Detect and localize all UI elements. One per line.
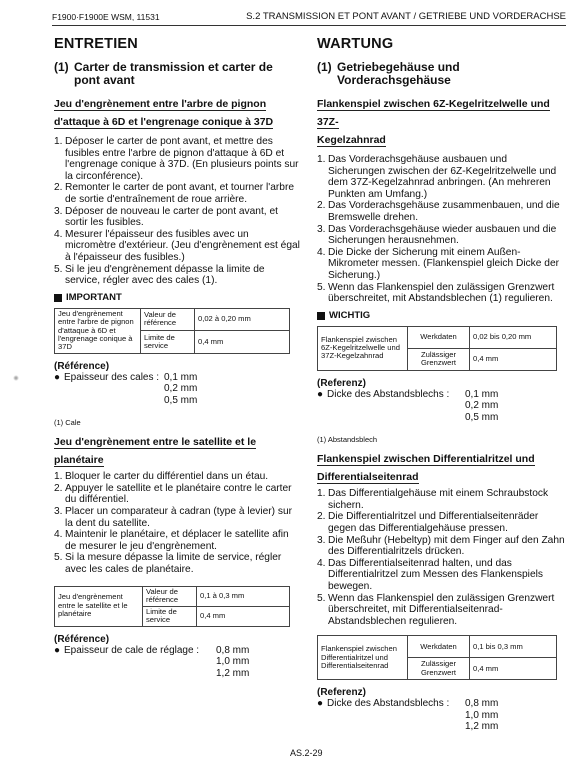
reference-label: Epaisseur des cales : [64,371,160,383]
spec-ref-value: 0,02 à 0,20 mm [195,308,290,331]
spec-item: Flankenspiel zwischen Differentialritzel und Differentialseitenrad [318,636,408,680]
column-french [54,36,302,679]
reference-value: 0,5 mm [164,394,198,406]
list-item: 2. Die Differentialritzel und Differentialseitenräder gegen das Differentialgehäuse pressen. [317,511,539,534]
reference-values [465,389,498,424]
reference-value: 0,5 mm [465,411,499,423]
steps-list-de-2 [317,488,567,627]
reference-value: 0,1 mm [465,388,499,400]
reference-value: 0,2 mm [164,383,198,395]
list-item: 2. Remonter le carter de pont avant, et tourner l'arbre de sortie d'entraînement de roue arrière. [54,182,295,205]
list-item: 3. Déposer de nouveau le carter de pont avant, et sortir les fusibles. [54,205,278,229]
important-text: IMPORTANT [66,292,122,304]
spec-ref-value: 0,1 bis 0,3 mm [470,636,557,658]
spec-limit-label: Limite de service [141,331,195,354]
reference-row [317,698,567,733]
spec-limit-value: 0,4 mm [195,331,290,354]
reference-label: Dicke des Abstandsblechs : [327,698,450,710]
title-wartung: WARTUNG [317,36,394,52]
table-row [318,636,557,658]
header-model: F1900·F1900E WSM, 11531 [52,12,160,22]
steps-list-de-1 [317,154,567,305]
title-entretien: ENTRETIEN [54,36,138,52]
spec-table-de-1 [317,326,557,371]
spec-ref-label: Werkdaten [408,636,470,658]
reference-label: Epaisseur de cale de réglage : [64,644,200,656]
subsection-heading-fr-1 [54,95,302,131]
binding-hole-mark [8,370,24,386]
reference-value: 0,1 mm [164,371,198,383]
table-row [55,586,290,606]
list-item: 5. Si la mesure dépasse la limite de service, régler avec les cales de planétaire. [54,552,282,575]
spec-limit-label: Zulässiger Grenzwert [408,658,470,680]
subsection-heading-de-1 [317,95,567,149]
subsection-heading-fr-2 [54,433,302,469]
wichtig-text: WICHTIG [329,310,371,322]
list-item: 4. Mesurer l'épaisseur des fusibles avec un micromètre d'extérieur. (Jeu d'engrènement est égal à l'épaisseur des fusibles.) [54,228,300,263]
spec-ref-label: Werkdaten [408,326,470,348]
bullet-icon: ● [317,698,324,710]
warning-square-icon [54,294,62,302]
spec-table-de-2 [317,635,557,680]
reference-row [54,372,302,407]
footnote: (1) Cale [54,418,81,428]
reference-value: 1,2 mm [216,667,250,679]
spec-table-fr-2 [54,586,290,627]
list-item: 5. Wenn das Flankenspiel den zulässigen Grenzwert überschreitet, mit Differentialseitenrad-Abstandsblechen regulieren. [317,592,555,627]
footnote: (1) Abstandsblech [317,435,378,445]
subsection-heading-de-2 [317,450,567,486]
section-heading-de [317,61,567,87]
steps-list-fr-2 [54,471,302,575]
subsection-line-1: Jeu d'engrènement entre l'arbre de pignon [54,98,267,110]
list-item: 1. Das Differentialgehäuse mit einem Schraubstock sichern. [317,488,549,511]
list-item: 1. Déposer le carter de pont avant, et mettre des fusibles entre l'arbre de pignon d'attaque à 6D et l'engrenage conique à 37D. (En plusieurs points sur la circonférence). [54,136,299,182]
spec-ref-label: Valeur de référence [143,586,197,606]
reference-value: 1,0 mm [465,709,499,721]
column-german [317,36,567,733]
reference-row [317,389,567,424]
section-heading-fr [54,61,302,87]
spec-limit-value: 0,4 mm [197,606,290,626]
reference-value: 0,8 mm [216,644,250,656]
spec-item: Flankenspiel zwischen 6Z-Kegelritzelwelle und 37Z-Kegelzahnrad [318,326,408,370]
subsection-line-2: d'attaque à 6D et l'engrenage conique à 37D [54,116,274,128]
list-item: 3. Placer un comparateur à cadran (type à levier) sur la dent du satellite. [54,506,293,529]
reference-title: (Référence) [54,633,110,645]
reference-title: (Referenz) [317,687,366,699]
page-header [52,10,566,26]
section-title: Carter de transmission et carter de pont avant [74,60,273,87]
reference-title: (Referenz) [317,377,366,389]
subsection-line-1: Jeu d'engrènement entre le satellite et le planétaire [54,436,257,467]
list-item: 1. Bloquer le carter du différentiel dans un étau. [54,471,269,483]
list-item: 5. Si le jeu d'engrènement dépasse la limite de service, régler avec des cales (1). [54,263,265,287]
list-item: 4. Maintenir le planétaire, et déplacer le satellite afin de mesurer le jeu d'engrènement. [54,529,289,552]
important-label [54,292,302,304]
spec-item: Jeu d'engrènement entre l'arbre de pignon d'attaque à 6D et l'engrenage conique à 37D [55,308,141,353]
spec-limit-label: Zulässiger Grenzwert [408,348,470,370]
section-number: (1) [54,60,69,74]
subsection-line-2: Differentialseitenrad [317,471,419,484]
table-row [55,308,290,331]
section-number: (1) [317,60,332,74]
reference-values [216,645,249,680]
reference-value: 1,2 mm [465,721,499,733]
list-item: 4. Die Dicke der Sicherung mit einem Außen-Mikrometer messen. (Flankenspiel gleich Dicke der Sicherung.) [317,246,559,281]
reference-title: (Référence) [54,360,110,372]
warning-square-icon [317,312,325,320]
reference-value: 1,0 mm [216,656,250,668]
spec-limit-value: 0,4 mm [470,348,557,370]
section-title: Getriebegehäuse und Vorderachsgehäuse [337,60,460,87]
header-section: S.2 TRANSMISSION ET PONT AVANT / GETRIEBE UND VORDERACHSE [246,11,566,22]
list-item: 5. Wenn das Flankenspiel den zulässigen Grenzwert überschreitet, mit Abstandsblechen (1) regulieren. [317,281,555,305]
spec-limit-value: 0,4 mm [470,658,557,680]
bullet-icon: ● [317,388,324,400]
list-item: 2. Das Vorderachsgehäuse zusammenbauen, und die Bremswelle drehen. [317,200,560,223]
subsection-line-1: Flankenspiel zwischen Differentialritzel und [317,453,535,466]
spec-limit-label: Limite de service [143,606,197,626]
subsection-line-2: Kegelzahnrad [317,134,386,146]
spec-table-fr-1 [54,308,290,354]
spec-ref-label: Valeur de référence [141,308,195,331]
list-item: 3. Die Meßuhr (Hebeltyp) mit dem Finger auf den Zahn des Differentialritzels drücken. [317,534,565,558]
reference-values [465,698,498,733]
list-item: 4. Das Differentialseitenrad halten, und das Differentialritzel zum Messen des Flankenspiels bewegen. [317,557,543,592]
reference-value: 0,2 mm [465,400,499,412]
steps-list-fr-1 [54,136,302,287]
bullet-icon: ● [54,371,61,383]
reference-values [164,372,197,407]
wichtig-label [317,310,567,322]
reference-value: 0,8 mm [465,698,499,710]
list-item: 3. Das Vorderachsgehäuse wieder ausbauen und die Sicherungen herausnehmen. [317,223,557,247]
list-item: 2. Appuyer le satellite et le planétaire contre le carter du différentiel. [54,482,292,506]
page-number: AS.2-29 [290,748,323,758]
subsection-line-1: Flankenspiel zwischen 6Z-Kegelritzelwelle und 37Z- [317,98,550,128]
spec-ref-value: 0,1 à 0,3 mm [197,586,290,606]
bullet-icon: ● [54,644,61,656]
spec-ref-value: 0,02 bis 0,20 mm [470,326,557,348]
reference-row [54,645,302,680]
list-item: 1. Das Vorderachsgehäuse ausbauen und Sicherungen zwischen der 6Z-Kegelritzelwelle und dem 37Z-Kegelzahnrad anbringen. (An mehreren Punkten am Umfang.) [317,154,557,200]
reference-label: Dicke des Abstandsblechs : [327,388,450,400]
table-row [318,326,557,348]
spec-item: Jeu d'engrènement entre le satellite et le planétaire [55,586,143,626]
